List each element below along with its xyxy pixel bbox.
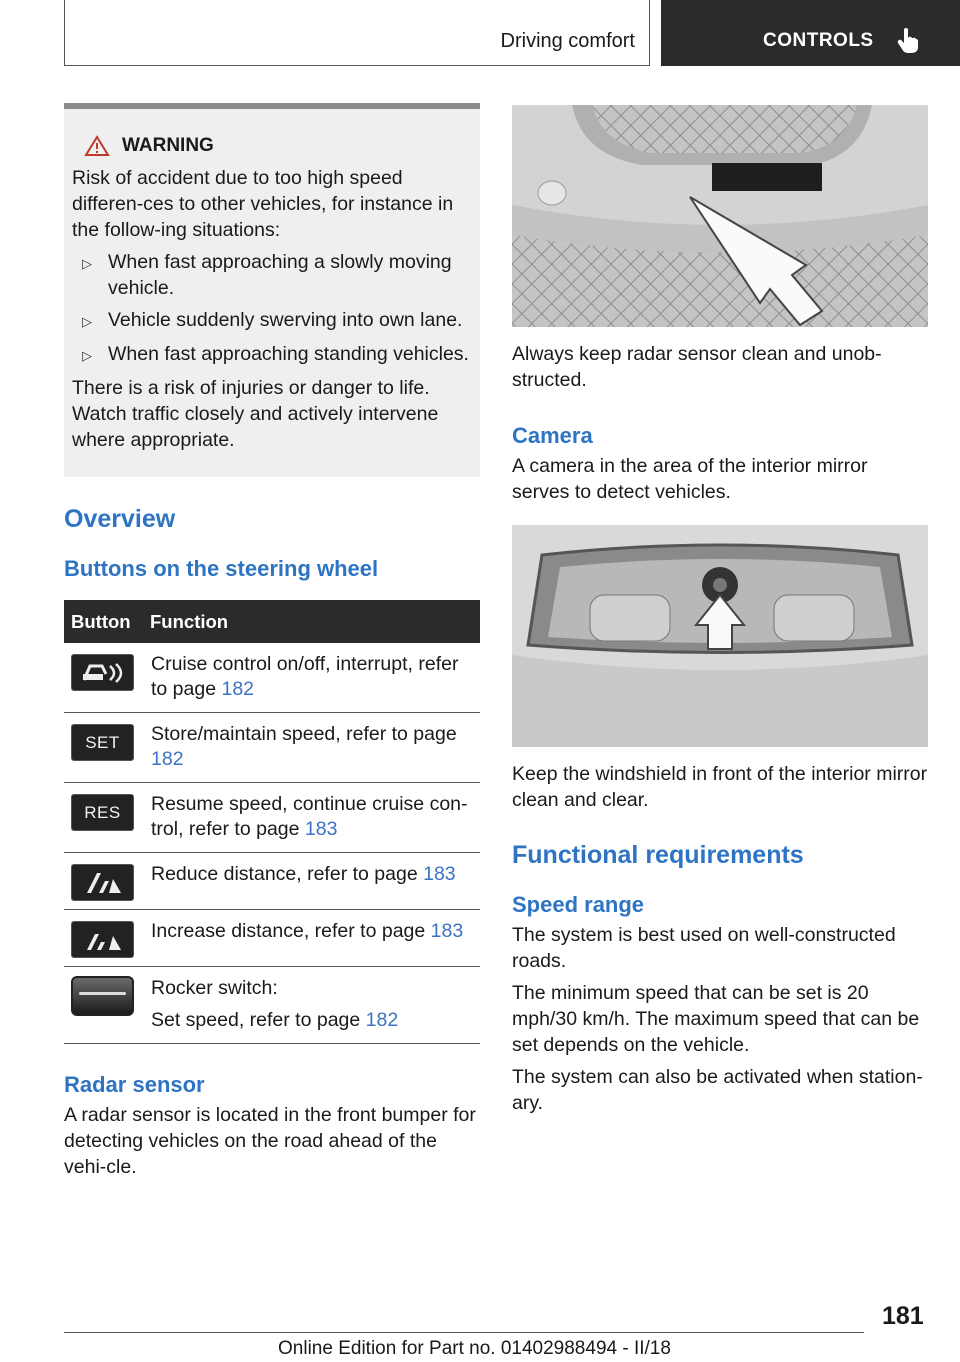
- table-row: [64, 783, 480, 853]
- warning-item: ▷ When fast approaching standing vehicles.: [72, 341, 472, 369]
- page-link[interactable]: 183: [430, 920, 464, 942]
- camera-heading: Camera: [512, 423, 593, 448]
- warning-item: ▷ Vehicle suddenly swerving into own lane.: [72, 307, 472, 335]
- col-button-header: Button: [64, 600, 143, 643]
- function-cell: Store/maintain speed, refer to page 182: [143, 713, 480, 783]
- table-row: [64, 853, 480, 910]
- warning-title-text: WARNING: [122, 135, 214, 156]
- reduce-distance-icon: [71, 864, 134, 901]
- page-number: 181: [882, 1302, 924, 1330]
- chapter-tab[interactable]: [661, 0, 960, 66]
- footer-divider: [64, 1332, 864, 1333]
- warning-item: ▷ When fast approaching a slowly moving vehicle.: [82, 251, 452, 299]
- speed-para-1: The system is best used on well-constructed roads.: [512, 924, 896, 972]
- bullet-triangle-icon: ▷: [82, 348, 92, 363]
- overview-heading: Overview: [64, 505, 176, 533]
- camera-text: A camera in the area of the interior mirror serves to detect vehicles.: [512, 455, 868, 503]
- header-frame: [64, 0, 650, 66]
- page-link[interactable]: 182: [221, 678, 255, 700]
- left-column: [64, 103, 480, 1180]
- table-row: [64, 910, 480, 967]
- table-row: [64, 643, 480, 713]
- page-link[interactable]: 183: [304, 818, 338, 840]
- functional-heading: Functional requirements: [512, 841, 804, 869]
- function-cell: Resume speed, continue cruise con-trol, refer to page 183: [143, 783, 480, 853]
- speed-para-2: The minimum speed that can be set is 20 mph/30 km/h. The maximum speed that can be set depends on the vehicle.: [512, 982, 920, 1056]
- function-cell: Reduce distance, refer to page 183: [143, 853, 480, 910]
- function-cell: Cruise control on/off, interrupt, refer to page 182: [143, 643, 480, 713]
- radar-text: A radar sensor is located in the front bumper for detecting vehicles on the road ahead of the vehi-cle.: [64, 1104, 476, 1178]
- warning-outro: There is a risk of injuries or danger to life. Watch traffic closely and actively intervene where appropriate.: [72, 377, 439, 451]
- radar-sensor-photo: [512, 105, 928, 327]
- radar-heading: Radar sensor: [64, 1072, 205, 1097]
- right-column: [512, 105, 928, 1116]
- page-link[interactable]: 183: [423, 863, 456, 885]
- rocker-switch-icon: [71, 976, 134, 1016]
- camera-caption: Keep the windshield in front of the interior mirror clean and clear.: [512, 763, 928, 811]
- speed-para-3: The system can also be activated when station-ary.: [512, 1066, 923, 1114]
- edition-footer: Online Edition for Part no. 01402988494 - II/18: [278, 1338, 671, 1359]
- bullet-triangle-icon: ▷: [82, 256, 92, 271]
- buttons-heading: Buttons on the steering wheel: [64, 556, 379, 581]
- pointing-hand-icon: [897, 27, 919, 53]
- page-link[interactable]: 182: [151, 748, 184, 770]
- radar-caption: Always keep radar sensor clean and unob-structed.: [512, 343, 882, 391]
- cruise-control-icon: [71, 654, 134, 691]
- section-title: Driving comfort: [500, 30, 635, 52]
- warning-intro: Risk of accident due to too high speed differen-ces to other vehicles, for instance in the follow-ing situations:: [72, 167, 454, 241]
- speed-range-heading: Speed range: [512, 892, 645, 917]
- camera-photo: [512, 525, 928, 747]
- function-cell: Increase distance, refer to page 183: [143, 910, 480, 967]
- increase-distance-icon: [71, 921, 134, 958]
- function-cell: Rocker switch: Set speed, refer to page 182: [143, 967, 480, 1044]
- col-function-header: Function: [143, 600, 480, 643]
- warning-triangle-icon: [84, 135, 110, 157]
- warning-title: [72, 133, 472, 159]
- warning-list: [72, 249, 472, 369]
- warning-box: [64, 103, 480, 477]
- buttons-table: [64, 600, 480, 1044]
- bullet-triangle-icon: ▷: [82, 314, 92, 329]
- table-row: [64, 713, 480, 783]
- page-link[interactable]: 182: [365, 1009, 399, 1031]
- set-button-icon: SET: [71, 724, 134, 761]
- table-row: [64, 967, 480, 1044]
- chapter-tab-label: CONTROLS: [763, 30, 874, 51]
- res-button-icon: RES: [71, 794, 134, 831]
